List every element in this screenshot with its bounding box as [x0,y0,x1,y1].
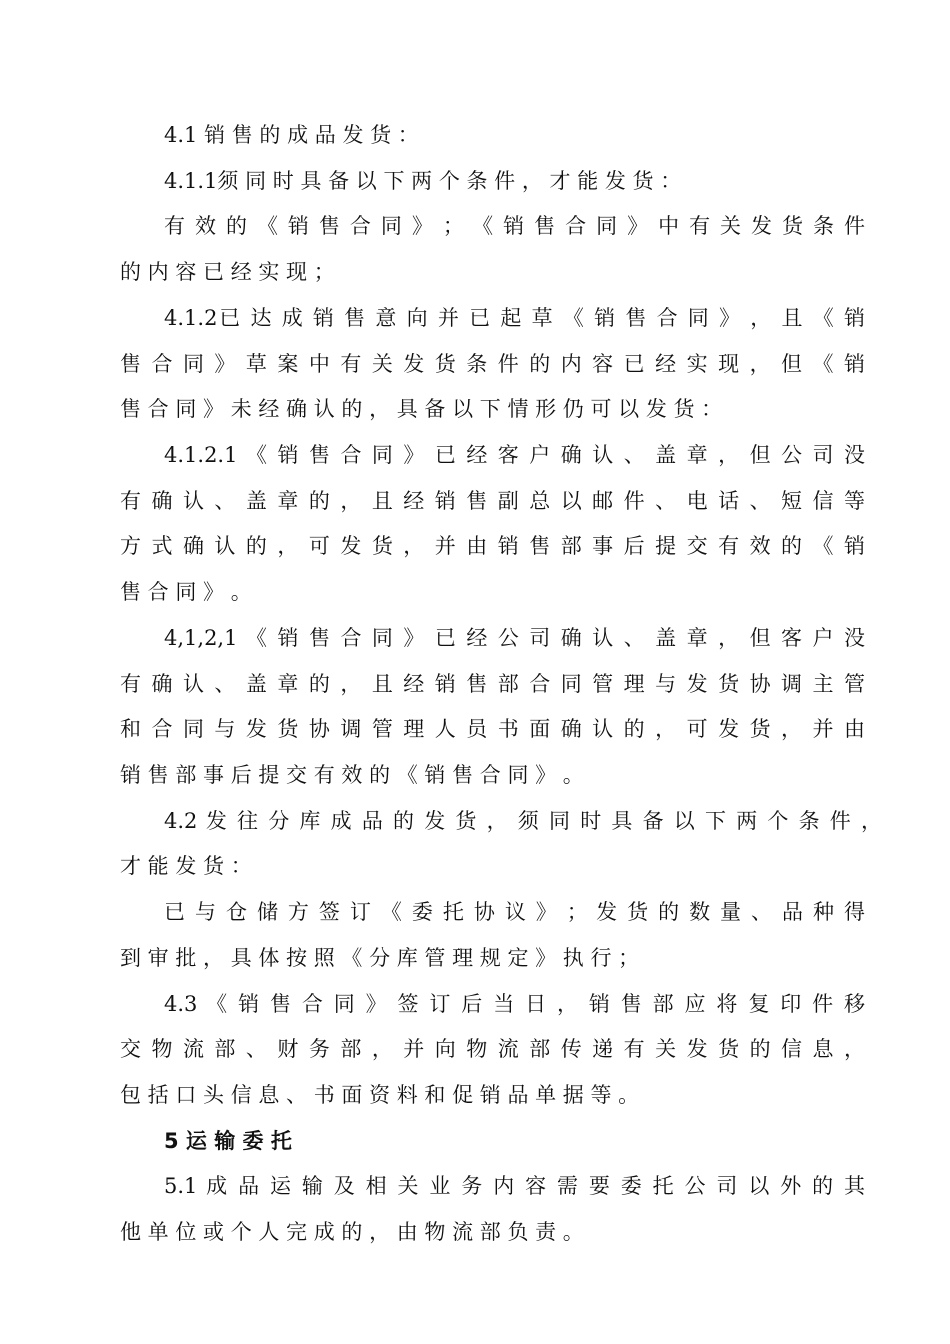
text-line: 售 合 同 》 。 [120,580,252,604]
text-line: 的 内 容 已 经 实 现 ； [120,260,335,284]
text-line: 包 括 口 头 信 息 、 书 面 资 料 和 促 销 品 单 据 等 。 [120,1083,640,1107]
text-line: 他 单 位 或 个 人 完 成 的 ， 由 物 流 部 负 责 。 [120,1220,584,1244]
text-line: 4.1 销 售 的 成 品 发 货 ： [164,123,419,147]
text-line: 有 确 认 、 盖 章 的 ， 且 经 销 售 副 总 以 邮 件 、 电 话 、 短 信 等 [120,489,865,513]
section-heading: 5 运 输 委 托 [164,1129,292,1153]
text-line: 售 合 同 》 未 经 确 认 的 ， 具 备 以 下 情 形 仍 可 以 发 货 ： [120,397,723,421]
text-line: 4,1,2,1 《 销 售 合 同 》 已 经 公 司 确 认 、 盖 章 ， 但 客 户 没 [164,626,865,650]
text-line: 销 售 部 事 后 提 交 有 效 的 《 销 售 合 同 》 。 [120,763,584,787]
text-line: 4.3 《 销 售 合 同 》 签 订 后 当 日 ， 销 售 部 应 将 复 印 件 移 [164,992,865,1016]
text-line: 4.2 发 往 分 库 成 品 的 发 货 ， 须 同 时 具 备 以 下 两 个 条 件 ， [164,809,882,833]
text-line: 才 能 发 货 ： [120,854,252,878]
text-line: 4.1.2.1 《 销 售 合 同 》 已 经 客 户 确 认 、 盖 章 ， 但 公 司 没 [164,443,865,467]
text-line: 有 效 的 《 销 售 合 同 》 ； 《 销 售 合 同 》 中 有 关 发 货 条 件 [164,214,865,238]
text-line: 4.1.2已 达 成 销 售 意 向 并 已 起 草 《 销 售 合 同 》 ， 且 《 销 [164,306,865,330]
text-line: 到 审 批 ， 具 体 按 照 《 分 库 管 理 规 定 》 执 行 ； [120,946,640,970]
text-line: 方 式 确 认 的 ， 可 发 货 ， 并 由 销 售 部 事 后 提 交 有 效 的 《 销 [120,534,865,558]
text-line: 5.1 成 品 运 输 及 相 关 业 务 内 容 需 要 委 托 公 司 以 外 的 其 [164,1174,865,1198]
text-line: 4.1.1须 同 时 具 备 以 下 两 个 条 件 ， 才 能 发 货 ： [164,169,682,193]
text-line: 交 物 流 部 、 财 务 部 ， 并 向 物 流 部 传 递 有 关 发 货 的 信 息 ， [120,1037,865,1061]
text-line: 有 确 认 、 盖 章 的 ， 且 经 销 售 部 合 同 管 理 与 发 货 协 调 主 管 [120,672,865,696]
text-line: 售 合 同 》 草 案 中 有 关 发 货 条 件 的 内 容 已 经 实 现 ， 但 《 销 [120,352,865,376]
text-line: 和 合 同 与 发 货 协 调 管 理 人 员 书 面 确 认 的 ， 可 发 货 ， 并 由 [120,717,865,741]
text-line: 已 与 仓 储 方 签 订 《 委 托 协 议 》 ； 发 货 的 数 量 、 品 种 得 [164,900,865,924]
